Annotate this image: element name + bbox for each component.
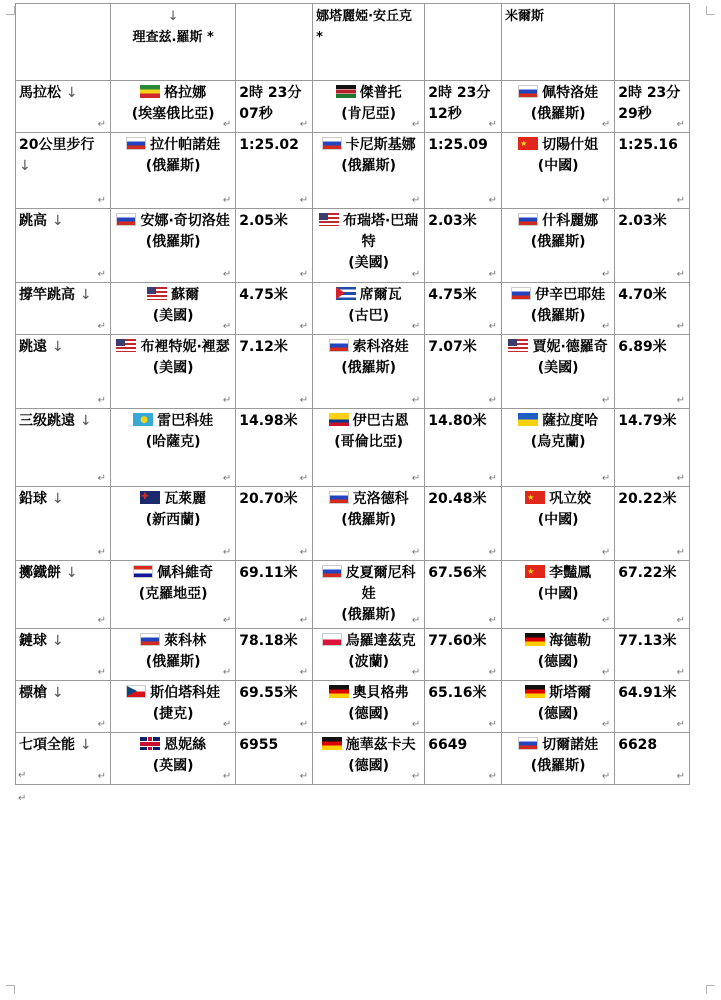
header-cell [16,4,111,81]
athlete-name: 施華茲卡夫 [345,737,416,753]
athlete-name: 巩立姣 [549,491,592,507]
col-flag-icon [329,413,349,426]
result-value: 67.22米 [618,565,677,581]
result-cell: 1:25.09 ↵ [425,133,502,209]
cub-flag-icon [336,287,356,300]
result-value: 64.91米 [618,685,677,701]
athlete-cell: 拉什帕諾娃 (俄羅斯) ↵ [110,133,235,209]
athlete-cell: ★李豔鳳 (中國) ↵ [502,561,615,629]
rus-flag-icon [329,491,349,504]
result-value: 1:25.09 [428,137,488,153]
rus-flag-icon [518,85,538,98]
event-cell: 標槍 ↓ ↵ [16,681,111,733]
table-row [16,487,690,561]
header-athlete-1: 理查兹.羅斯 * [132,30,214,45]
rus-flag-icon [322,565,342,578]
chn-flag-icon [518,137,538,150]
header-cell [615,4,690,81]
athlete-cell: 恩妮絲 (英國) ↵ [110,733,235,785]
result-cell: 67.56米 ↵ [425,561,502,629]
page-corner-mark [6,6,15,15]
athlete-name: 安娜·奇切洛娃 [140,213,230,229]
result-value: 20.70米 [239,491,298,507]
athlete-name: 萊科林 [164,633,207,649]
table-row [16,335,690,409]
athlete-country: (中國) [537,158,579,174]
result-cell: 1:25.02 ↵ [236,133,313,209]
event-cell: 馬拉松 ↓ ↵ [16,81,111,133]
usa-flag-icon [116,339,136,352]
result-value: 6628 [618,737,658,753]
athlete-country: (德國) [537,706,579,722]
result-cell: 4.75米 ↵ [425,283,502,335]
athlete-name: 雷巴科娃 [157,413,214,429]
athlete-cell: ★切陽什姐 (中國) ↵ [502,133,615,209]
event-cell: 七項全能 ↓ ↵ [16,733,111,785]
result-value: 7.12米 [239,339,288,355]
athlete-name: 薩拉度哈 [542,413,599,429]
page-corner-mark [706,6,715,15]
event-cell: 跳遠 ↓ ↵ [16,335,111,409]
result-value: 67.56米 [428,565,487,581]
athlete-country: (英國) [152,758,194,774]
table-row [16,681,690,733]
athlete-cell: 布瑞塔·巴瑞特 (美國) ↵ [313,209,425,283]
result-value: 2時 23分 12秒 [428,85,491,122]
ken-flag-icon [336,85,356,98]
athlete-cell: 佩特洛娃 (俄羅斯) ↵ [502,81,615,133]
event-name: 20公里步行 [19,137,95,153]
result-cell: 2.03米 ↵ [615,209,690,283]
athlete-country: (俄羅斯) [341,512,397,528]
athlete-country: (俄羅斯) [145,158,201,174]
rus-flag-icon [511,287,531,300]
result-value: 14.79米 [618,413,677,429]
athlete-country: (哈薩克) [145,434,201,450]
result-cell: 20.70米 ↵ [236,487,313,561]
athlete-cell: ✚瓦萊麗 (新西蘭) ↵ [110,487,235,561]
athlete-country: (德國) [348,706,390,722]
header-cell [425,4,502,81]
event-name: 鏈球 [19,633,47,649]
athlete-name: 席爾瓦 [359,287,402,303]
athlete-name: 斯塔爾 [549,685,592,701]
result-value: 2.03米 [618,213,667,229]
header-cell [236,4,313,81]
athlete-cell: 賈妮·德羅奇 (美國) ↵ [502,335,615,409]
athlete-name: 克洛德科 [352,491,409,507]
table-row [16,733,690,785]
result-cell: 4.75米 ↵ [236,283,313,335]
event-name: 跳高 [19,213,47,229]
athlete-country: (美國) [348,255,390,271]
athlete-cell: ★巩立姣 (中國) ↵ [502,487,615,561]
athlete-name: 傑普托 [359,85,402,101]
athlete-country: (俄羅斯) [341,607,397,623]
header-cell [313,4,425,81]
chn-flag-icon [525,491,545,504]
athlete-name: 海德勒 [549,633,592,649]
result-value: 7.07米 [428,339,477,355]
athlete-cell: 什科麗娜 (俄羅斯) ↵ [502,209,615,283]
event-name: 跳遠 [19,339,47,355]
athlete-name: 切陽什姐 [542,137,599,153]
table-row [16,133,690,209]
athlete-cell: 烏羅達茲克 (波蘭) ↵ [313,629,425,681]
rus-flag-icon [329,339,349,352]
result-value: 2時 23分 29秒 [618,85,681,122]
athlete-name: 李豔鳳 [549,565,592,581]
table-body [16,81,690,785]
result-cell: 78.18米 ↵ [236,629,313,681]
ger-flag-icon [329,685,349,698]
athlete-cell: 席爾瓦 (古巴) ↵ [313,283,425,335]
rus-flag-icon [518,737,538,750]
result-value: 69.11米 [239,565,298,581]
athlete-cell: 萊科林 (俄羅斯) ↵ [110,629,235,681]
result-value: 77.60米 [428,633,487,649]
ger-flag-icon [322,737,342,750]
athlete-country: (美國) [152,360,194,376]
athlete-cell: 卡尼斯基娜 (俄羅斯) ↵ [313,133,425,209]
athlete-name: 索科洛娃 [352,339,409,355]
result-value: 14.98米 [239,413,298,429]
result-cell: 7.12米 ↵ [236,335,313,409]
athlete-cell: 斯伯塔科娃 (捷克) ↵ [110,681,235,733]
event-cell: 20公里步行 ↓ ↵ [16,133,111,209]
athlete-name: 切爾諾娃 [542,737,599,753]
page-corner-mark [6,985,15,994]
result-cell: 20.22米 ↵ [615,487,690,561]
athlete-cell: 海德勒 (德國) ↵ [502,629,615,681]
page-corner-mark [706,985,715,994]
rus-flag-icon [140,633,160,646]
athlete-country: (波蘭) [348,654,390,670]
athlete-cell: 斯塔爾 (德國) ↵ [502,681,615,733]
athlete-country: (德國) [537,654,579,670]
result-cell: 1:25.16 ↵ [615,133,690,209]
cro-flag-icon [133,565,153,578]
athlete-name: 布裡特妮·裡瑟 [140,339,230,355]
athlete-cell: 伊辛巴耶娃 (俄羅斯) ↵ [502,283,615,335]
result-value: 2.05米 [239,213,288,229]
athlete-cell: 奧貝格弗 (德國) ↵ [313,681,425,733]
chn-flag-icon [525,565,545,578]
athlete-name: 瓦萊麗 [164,491,207,507]
result-value: 6.89米 [618,339,667,355]
athlete-country: (俄羅斯) [530,106,586,122]
athlete-name: 伊辛巴耶娃 [535,287,606,303]
result-cell: 4.70米 ↵ [615,283,690,335]
athlete-country: (克羅地亞) [138,586,208,602]
athlete-country: (俄羅斯) [530,758,586,774]
athlete-country: (美國) [152,308,194,324]
ger-flag-icon [525,685,545,698]
athlete-country: (俄羅斯) [341,158,397,174]
result-cell: 14.80米 ↵ [425,409,502,487]
athlete-country: (俄羅斯) [530,308,586,324]
table-header-row [16,4,690,81]
rus-flag-icon [116,213,136,226]
usa-flag-icon [319,213,339,226]
athlete-country: (埃塞俄比亞) [131,106,215,122]
athlete-name: 斯伯塔科娃 [150,685,221,701]
result-cell: 14.79米 ↵ [615,409,690,487]
header-athlete-2: 娜塔麗婭·安丘克 * [316,9,413,45]
athlete-name: 蘇爾 [171,287,200,303]
athlete-cell: 格拉娜 (埃塞俄比亞) ↵ [110,81,235,133]
result-cell: 20.48米 ↵ [425,487,502,561]
event-name: 標槍 [19,685,47,701]
athlete-cell: 布裡特妮·裡瑟 (美國) ↵ [110,335,235,409]
athlete-country: (德國) [348,758,390,774]
table-row [16,629,690,681]
kaz-flag-icon [133,413,153,426]
result-cell: 64.91米 ↵ [615,681,690,733]
result-value: 69.55米 [239,685,298,701]
athlete-cell: 施華茲卡夫 (德國) ↵ [313,733,425,785]
athlete-name: 佩科維奇 [157,565,214,581]
table-row [16,283,690,335]
ger-flag-icon [525,633,545,646]
header-cell: ↓ 理查兹.羅斯 * [110,4,235,81]
event-cell: 跳高 ↓ ↵ [16,209,111,283]
cze-flag-icon [126,685,146,698]
athlete-cell: ●雷巴科娃 (哈薩克) ↵ [110,409,235,487]
gbr-flag-icon [140,737,160,750]
result-cell: 77.13米 ↵ [615,629,690,681]
athlete-country: (俄羅斯) [341,360,397,376]
athlete-country: (捷克) [152,706,194,722]
result-value: 4.70米 [618,287,667,303]
event-cell: 撐竿跳高 ↓ ↵ [16,283,111,335]
athlete-name: 佩特洛娃 [542,85,599,101]
result-cell: 6.89米 ↵ [615,335,690,409]
athlete-country: (哥倫比亞) [334,434,404,450]
nzl-flag-icon [140,491,160,504]
athlete-cell: 安娜·奇切洛娃 (俄羅斯) ↵ [110,209,235,283]
result-value: 65.16米 [428,685,487,701]
result-value: 2時 23分 07秒 [239,85,302,122]
table-row [16,209,690,283]
athlete-name: 伊巴古恩 [352,413,409,429]
result-cell: 2.03米 ↵ [425,209,502,283]
athlete-cell: 克洛德科 (俄羅斯) ↵ [313,487,425,561]
athlete-name: 奧貝格弗 [352,685,409,701]
event-name: 馬拉松 [19,85,61,101]
athlete-country: (俄羅斯) [530,234,586,250]
event-name: 擲鐵餅 [19,565,61,581]
rus-flag-icon [126,137,146,150]
athlete-country: (烏克蘭) [530,434,586,450]
usa-flag-icon [508,339,528,352]
result-value: 1:25.02 [239,137,299,153]
usa-flag-icon [147,287,167,300]
result-value: 20.22米 [618,491,677,507]
result-cell: 67.22米 ↵ [615,561,690,629]
athlete-country: (肯尼亞) [341,106,397,122]
header-cell [502,4,615,81]
table-row [16,561,690,629]
event-cell: 鉛球 ↓ ↵ [16,487,111,561]
athlete-country: (俄羅斯) [145,234,201,250]
event-cell: 鏈球 ↓ ↵ [16,629,111,681]
result-value: 1:25.16 [618,137,678,153]
result-value: 4.75米 [428,287,477,303]
result-cell: 2時 23分 29秒 ↵ [615,81,690,133]
event-name: 七項全能 [19,737,75,753]
results-table [15,3,690,785]
athlete-country: (古巴) [348,308,390,324]
result-cell: 6628 ↵ [615,733,690,785]
table-row [16,409,690,487]
athlete-country: (美國) [537,360,579,376]
athlete-country: (中國) [537,512,579,528]
result-cell: 7.07米 ↵ [425,335,502,409]
event-cell: 三级跳遠 ↓ ↵ [16,409,111,487]
rus-flag-icon [322,137,342,150]
result-cell: 2時 23分 12秒 ↵ [425,81,502,133]
athlete-name: 恩妮絲 [164,737,207,753]
event-cell: 擲鐵餅 ↓ ↵ [16,561,111,629]
athlete-cell: 薩拉度哈 (烏克蘭) ↵ [502,409,615,487]
result-cell: 6955 ↵ [236,733,313,785]
result-cell: 69.11米 ↵ [236,561,313,629]
athlete-cell: 皮夏爾尼科娃 (俄羅斯) ↵ [313,561,425,629]
athlete-name: 拉什帕諾娃 [150,137,221,153]
result-cell: 77.60米 ↵ [425,629,502,681]
result-value: 4.75米 [239,287,288,303]
athlete-name: 格拉娜 [164,85,207,101]
athlete-cell: 傑普托 (肯尼亞) ↵ [313,81,425,133]
athlete-cell: 伊巴古恩 (哥倫比亞) ↵ [313,409,425,487]
pol-flag-icon [322,633,342,646]
result-value: 6955 [239,737,279,753]
result-value: 78.18米 [239,633,298,649]
ukr-flag-icon [518,413,538,426]
result-value: 77.13米 [618,633,677,649]
athlete-cell: 蘇爾 (美國) ↵ [110,283,235,335]
result-cell: 65.16米 ↵ [425,681,502,733]
event-name: 撐竿跳高 [19,287,75,303]
eth-flag-icon [140,85,160,98]
paragraph-mark: ↵ [18,793,27,804]
result-cell: 69.55米 ↵ [236,681,313,733]
table-row [16,81,690,133]
paragraph-mark: ↵ [18,770,27,781]
athlete-name: 賈妮·德羅奇 [532,339,608,355]
header-athlete-3: 米爾斯 [505,9,545,24]
athlete-country: (中國) [537,586,579,602]
result-cell: 2時 23分 07秒 ↵ [236,81,313,133]
athlete-name: 卡尼斯基娜 [345,137,416,153]
event-name: 三级跳遠 [19,413,75,429]
result-cell: 14.98米 ↵ [236,409,313,487]
athlete-cell: 索科洛娃 (俄羅斯) ↵ [313,335,425,409]
result-cell: 2.05米 ↵ [236,209,313,283]
athlete-cell: 佩科維奇 (克羅地亞) ↵ [110,561,235,629]
result-value: 6649 [428,737,468,753]
event-name: 鉛球 [19,491,47,507]
rus-flag-icon [518,213,538,226]
athlete-cell: 切爾諾娃 (俄羅斯) ↵ [502,733,615,785]
athlete-name: 烏羅達茲克 [345,633,416,649]
result-value: 14.80米 [428,413,487,429]
result-value: 20.48米 [428,491,487,507]
athlete-name: 皮夏爾尼科娃 [345,565,416,602]
athlete-name: 什科麗娜 [542,213,599,229]
result-cell: 6649 ↵ [425,733,502,785]
athlete-country: (俄羅斯) [145,654,201,670]
result-value: 2.03米 [428,213,477,229]
athlete-country: (新西蘭) [145,512,201,528]
athlete-name: 布瑞塔·巴瑞特 [342,213,419,250]
